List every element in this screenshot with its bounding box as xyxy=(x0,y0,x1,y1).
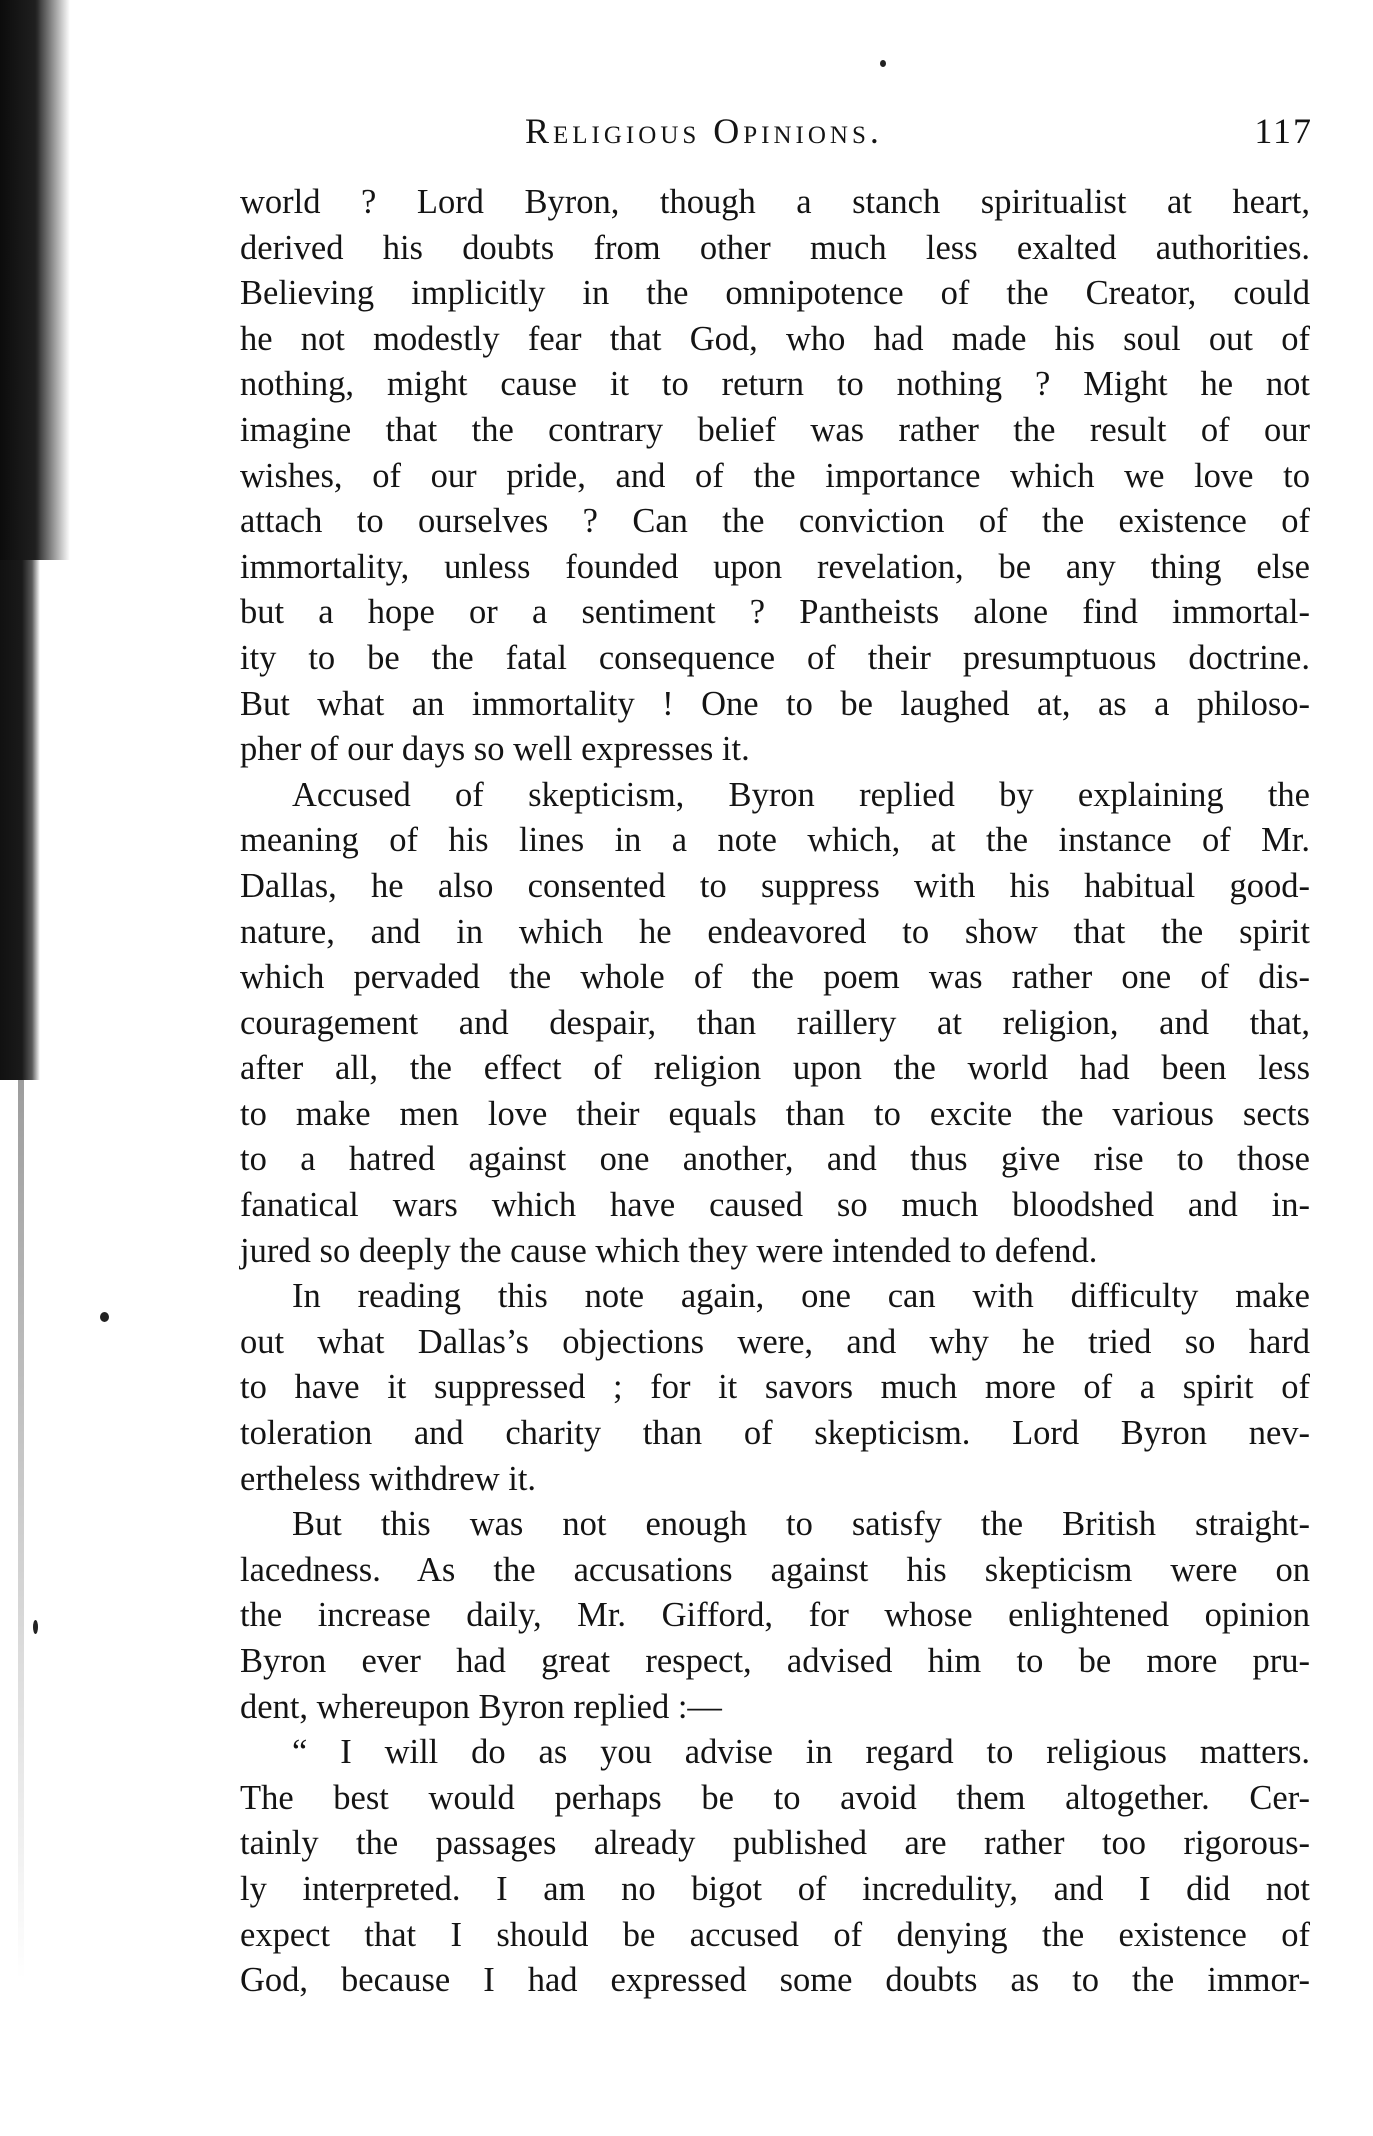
running-head: Religious Opinions. xyxy=(525,111,883,151)
ink-speck xyxy=(880,60,886,67)
text-line: which pervaded the whole of the poem was rather one of dis- xyxy=(240,958,1310,997)
page-number: 117 xyxy=(1254,111,1313,151)
text-line: he not modestly fear that God, who had made his soul out of xyxy=(240,319,1310,358)
text-line: to have it suppressed ; for it savors much more of a spirit of xyxy=(240,1368,1310,1407)
text-line: ly interpreted. I am no bigot of incredulity, and I did not xyxy=(240,1869,1310,1908)
text-line: to a hatred against one another, and thus give rise to those xyxy=(240,1140,1310,1179)
text-line: fanatical wars which have caused so much bloodshed and in- xyxy=(240,1186,1310,1225)
text-line: toleration and charity than of skepticism. Lord Byron nev- xyxy=(240,1414,1310,1453)
text-line: immortality, unless founded upon revelation, be any thing else xyxy=(240,547,1310,586)
text-line: imagine that the contrary belief was rather the result of our xyxy=(240,410,1310,449)
text-line: ertheless withdrew it. xyxy=(240,1459,537,1498)
text-line: Believing implicitly in the omnipotence of the Creator, could xyxy=(240,274,1310,313)
text-line: nothing, might cause it to return to nothing ? Might he not xyxy=(240,365,1310,404)
text-line: attach to ourselves ? Can the conviction of the existence of xyxy=(240,502,1310,541)
page-header xyxy=(240,110,1313,160)
text-line: Byron ever had great respect, advised him to be more pru- xyxy=(240,1642,1310,1680)
text-line: But this was not enough to satisfy the British straight- xyxy=(292,1505,1310,1544)
text-line: the increase daily, Mr. Gifford, for whose enlightened opinion xyxy=(240,1596,1310,1635)
text-line: world ? Lord Byron, though a stanch spiritualist at heart, xyxy=(240,183,1310,221)
body-text xyxy=(240,180,1310,2004)
text-line: after all, the effect of religion upon the world had been less xyxy=(240,1049,1310,1088)
text-line: expect that I should be accused of denying the existence of xyxy=(240,1915,1310,1954)
text-line: “ I will do as you advise in regard to religious matters. xyxy=(292,1733,1310,1772)
text-line: couragement and despair, than raillery at religion, and that, xyxy=(240,1003,1310,1042)
ink-speck xyxy=(100,1312,109,1322)
text-line: In reading this note again, one can with difficulty make xyxy=(292,1277,1310,1316)
text-line: to make men love their equals than to excite the various sects xyxy=(240,1094,1310,1133)
ink-speck xyxy=(33,1620,38,1634)
text-line: dent, whereupon Byron replied :— xyxy=(240,1687,722,1726)
text-line: jured so deeply the cause which they were intended to defend. xyxy=(240,1231,1098,1270)
text-line: tainly the passages already published are rather too rigorous- xyxy=(240,1824,1310,1863)
text-line: But what an immortality ! One to be laughed at, as a philoso- xyxy=(240,684,1310,723)
text-line: meaning of his lines in a note which, at the instance of Mr. xyxy=(240,821,1310,860)
text-line: Accused of skepticism, Byron replied by explaining the xyxy=(292,775,1310,814)
text-line: God, because I had expressed some doubts as to the immor- xyxy=(240,1961,1310,2000)
text-line: Dallas, he also consented to suppress with his habitual good- xyxy=(240,866,1310,905)
text-line: ity to be the fatal consequence of their presumptuous doctrine. xyxy=(240,638,1310,677)
binding-edge xyxy=(18,1080,24,1980)
text-line: out what Dallas’s objections were, and why he tried so hard xyxy=(240,1322,1310,1361)
text-line: The best would perhaps be to avoid them altogether. Cer- xyxy=(240,1778,1310,1817)
text-line: pher of our days so well expresses it. xyxy=(240,730,750,769)
binding-shadow xyxy=(0,0,40,1080)
text-line: lacedness. As the accusations against his skepticism were on xyxy=(240,1550,1310,1589)
text-line: derived his doubts from other much less exalted authorities. xyxy=(240,228,1310,267)
text-line: wishes, of our pride, and of the importance which we love to xyxy=(240,456,1310,495)
text-line: nature, and in which he endeavored to show that the spirit xyxy=(240,912,1310,951)
text-line: but a hope or a sentiment ? Pantheists alone find immortal- xyxy=(240,593,1310,632)
